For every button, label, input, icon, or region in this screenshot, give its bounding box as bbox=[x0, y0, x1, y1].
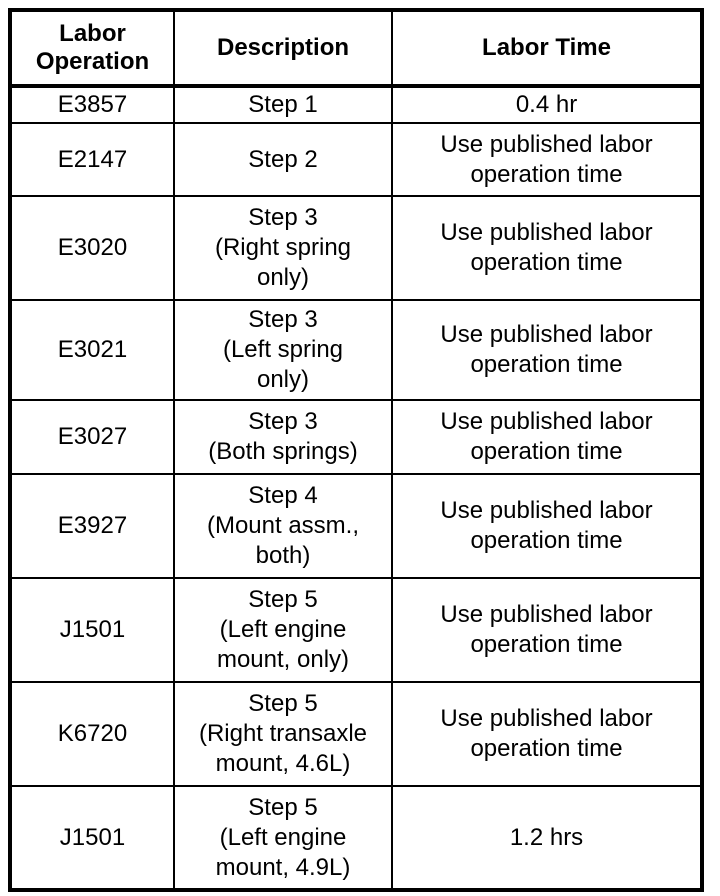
labor-time-cell: Use published labor operation time bbox=[392, 578, 702, 682]
header-labor-operation: Labor Operation bbox=[10, 10, 174, 86]
labor-time-cell: Use published labor operation time bbox=[392, 474, 702, 578]
labor-operation-cell: K6720 bbox=[10, 682, 174, 786]
description-cell: Step 5 (Left engine mount, 4.9L) bbox=[174, 786, 392, 890]
labor-operation-cell: E3020 bbox=[10, 196, 174, 300]
labor-time-cell: 1.2 hrs bbox=[392, 786, 702, 890]
header-labor-time: Labor Time bbox=[392, 10, 702, 86]
labor-operation-cell: E3927 bbox=[10, 474, 174, 578]
labor-operation-cell: J1501 bbox=[10, 786, 174, 890]
table-header bbox=[10, 10, 702, 86]
description-cell: Step 5 (Left engine mount, only) bbox=[174, 578, 392, 682]
labor-operation-cell: E2147 bbox=[10, 123, 174, 196]
table-row bbox=[10, 300, 702, 400]
description-cell: Step 1 bbox=[174, 86, 392, 123]
labor-operation-cell: J1501 bbox=[10, 578, 174, 682]
labor-time-cell: 0.4 hr bbox=[392, 86, 702, 123]
labor-operation-cell: E3857 bbox=[10, 86, 174, 123]
labor-time-cell: Use published labor operation time bbox=[392, 400, 702, 474]
description-cell: Step 4 (Mount assm., both) bbox=[174, 474, 392, 578]
labor-operation-table bbox=[8, 8, 704, 892]
header-row bbox=[10, 10, 702, 86]
description-cell: Step 3 (Right spring only) bbox=[174, 196, 392, 300]
labor-operation-cell: E3021 bbox=[10, 300, 174, 400]
table-row bbox=[10, 196, 702, 300]
table-row bbox=[10, 786, 702, 890]
table-row bbox=[10, 400, 702, 474]
table-row bbox=[10, 578, 702, 682]
labor-time-cell: Use published labor operation time bbox=[392, 196, 702, 300]
labor-operation-cell: E3027 bbox=[10, 400, 174, 474]
header-description: Description bbox=[174, 10, 392, 86]
description-cell: Step 3 (Both springs) bbox=[174, 400, 392, 474]
table-row bbox=[10, 123, 702, 196]
description-cell: Step 3 (Left spring only) bbox=[174, 300, 392, 400]
table-row bbox=[10, 682, 702, 786]
description-cell: Step 2 bbox=[174, 123, 392, 196]
table-row bbox=[10, 86, 702, 123]
table-body bbox=[10, 86, 702, 890]
labor-time-cell: Use published labor operation time bbox=[392, 123, 702, 196]
labor-time-cell: Use published labor operation time bbox=[392, 300, 702, 400]
description-cell: Step 5 (Right transaxle mount, 4.6L) bbox=[174, 682, 392, 786]
table-row bbox=[10, 474, 702, 578]
labor-time-cell: Use published labor operation time bbox=[392, 682, 702, 786]
